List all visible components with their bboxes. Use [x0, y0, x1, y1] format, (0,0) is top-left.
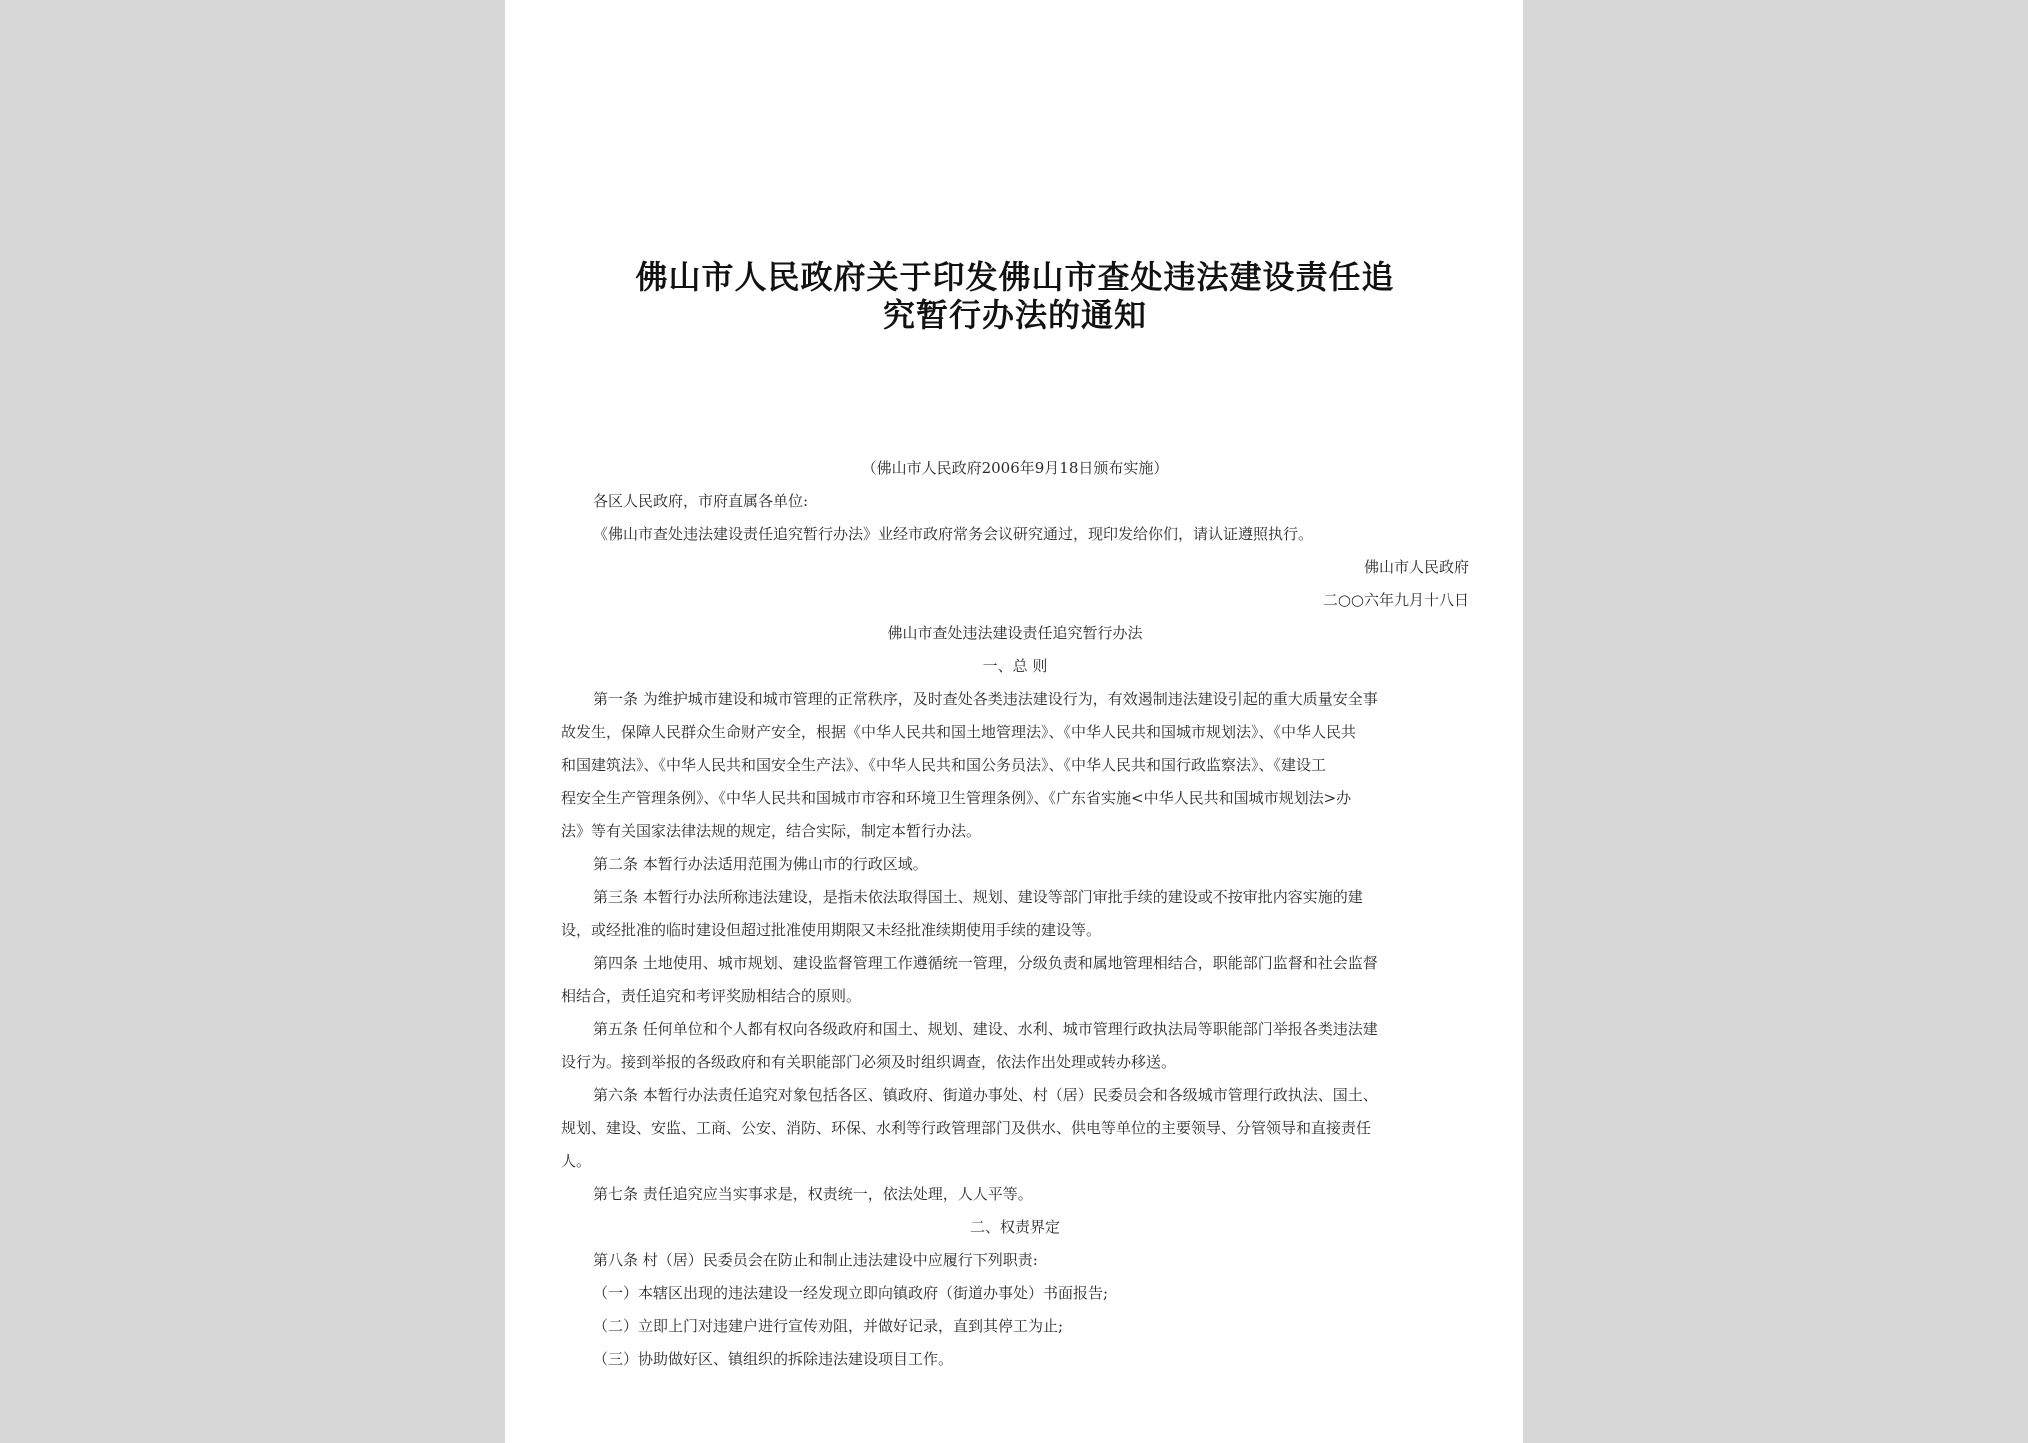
article-line: 第五条 任何单位和个人都有权向各级政府和国土、规划、建设、水利、城市管理行政执法局等职能部门举报各类违法建	[593, 1020, 1378, 1038]
measures-title: 佛山市查处违法建设责任追究暂行办法	[887, 624, 1143, 642]
list-item: （三）协助做好区、镇组织的拆除违法建设项目工作。	[593, 1350, 954, 1368]
list-item: （二）立即上门对违建户进行宣传劝阻，并做好记录，直到其停工为止;	[593, 1317, 1064, 1335]
article-line: 设行为。接到举报的各级政府和有关职能部门必须及时组织调查，依法作出处理或转办移送。	[561, 1053, 1177, 1071]
issued-note: （佛山市人民政府2006年9月18日颁布实施）	[861, 459, 1169, 477]
title-line-2: 究暂行办法的通知	[882, 296, 1147, 334]
salutation: 各区人民政府，市府直属各单位:	[593, 492, 809, 510]
article-line: 第三条 本暂行办法所称违法建设，是指未依法取得国土、规划、建设等部门审批手续的建设或不按审批内容实施的建	[593, 888, 1363, 906]
list-item: （一）本辖区出现的违法建设一经发现立即向镇政府（街道办事处）书面报告;	[593, 1284, 1109, 1302]
document-title	[595, 258, 1435, 334]
document-body	[561, 452, 1469, 1376]
article-line: 和国建筑法》、《中华人民共和国安全生产法》、《中华人民共和国公务员法》、《中华人民共和国行政监察法》、《建设工	[561, 756, 1327, 774]
article-line: 第一条 为维护城市建设和城市管理的正常秩序，及时查处各类违法建设行为，有效遏制违法建设引起的重大质量安全事	[593, 690, 1378, 708]
issue-date: 二○○六年九月十八日	[1322, 591, 1469, 609]
title-line-1: 佛山市人民政府关于印发佛山市查处违法建设责任追	[635, 258, 1395, 296]
issuer-signature: 佛山市人民政府	[1363, 558, 1469, 576]
article-line: 第四条 土地使用、城市规划、建设监督管理工作遵循统一管理，分级负责和属地管理相结合，职能部门监督和社会监督	[593, 954, 1378, 972]
article-line: 故发生，保障人民群众生命财产安全，根据《中华人民共和国土地管理法》、《中华人民共和国城市规划法》、《中华人民共	[561, 723, 1357, 741]
article-line: 程安全生产管理条例》、《中华人民共和国城市市容和环境卫生管理条例》、《广东省实施<中华人民共和国城市规划法>办	[561, 789, 1352, 807]
chapter-heading: 一、总 则	[982, 657, 1048, 675]
document-page	[505, 0, 1523, 1443]
article-line: 法》等有关国家法律法规的规定，结合实际，制定本暂行办法。	[561, 822, 982, 840]
article-line: 第六条 本暂行办法责任追究对象包括各区、镇政府、街道办事处、村（居）民委员会和各级城市管理行政执法、国土、	[593, 1086, 1378, 1104]
chapter-heading: 二、权责界定	[969, 1218, 1060, 1236]
article-line: 规划、建设、安监、工商、公安、消防、环保、水利等行政管理部门及供水、供电等单位的主要领导、分管领导和直接责任	[561, 1119, 1372, 1137]
article-line: 人。	[561, 1152, 592, 1170]
intro-paragraph: 《佛山市查处违法建设责任追究暂行办法》业经市政府常务会议研究通过，现印发给你们，请认证遵照执行。	[593, 525, 1314, 543]
article-line: 相结合，责任追究和考评奖励相结合的原则。	[561, 987, 862, 1005]
article-line: 第二条 本暂行办法适用范围为佛山市的行政区域。	[593, 855, 928, 873]
article-line: 第八条 村（居）民委员会在防止和制止违法建设中应履行下列职责:	[593, 1251, 1038, 1269]
article-line: 设，或经批准的临时建设但超过批准使用期限又未经批准续期使用手续的建设等。	[561, 921, 1102, 939]
article-line: 第七条 责任追究应当实事求是，权责统一，依法处理，人人平等。	[593, 1185, 1033, 1203]
